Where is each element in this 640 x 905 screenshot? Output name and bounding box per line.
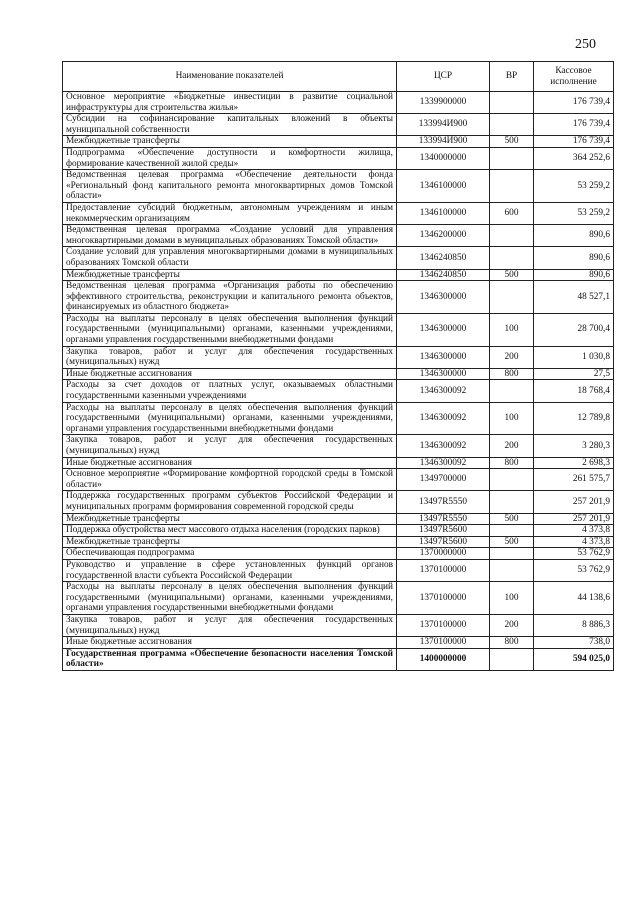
row-name: Межбюджетные трансферты [63,536,397,548]
table-row [63,368,614,380]
row-vr: 800 [490,368,534,380]
row-name: Поддержка государственных программ субъектов Российской Федерации и муниципальных программ формирования современной городской среды [63,491,397,513]
row-vr: 100 [490,402,534,435]
row-name: Создание условий для управления многоквартирными домами в муниципальных образованиях Томской области [63,247,397,269]
row-vr [490,559,534,581]
row-csr: 1346300000 [397,281,490,314]
row-csr: 1346300000 [397,368,490,380]
row-csr: 1370100000 [397,559,490,581]
row-csr: 1346300092 [397,380,490,402]
row-amount: 594 025,0 [534,648,614,670]
row-amount: 27,5 [534,368,614,380]
row-vr: 500 [490,136,534,148]
row-name: Межбюджетные трансферты [63,136,397,148]
table-row [63,457,614,469]
table-row [63,313,614,346]
row-csr: 1346300000 [397,346,490,368]
table-row [63,536,614,548]
row-vr [490,525,534,537]
row-vr: 100 [490,313,534,346]
row-amount: 53 259,2 [534,202,614,224]
row-csr: 13497R5550 [397,513,490,525]
header-amount: Кассовое исполнение [534,62,614,92]
table-row [63,247,614,269]
table-row [63,147,614,169]
row-vr [490,147,534,169]
table-row [63,380,614,402]
row-csr: 1339900000 [397,92,490,114]
row-csr: 1400000000 [397,648,490,670]
row-amount: 53 259,2 [534,170,614,203]
table-row [63,491,614,513]
row-amount: 257 201,9 [534,513,614,525]
row-csr: 13497R5550 [397,491,490,513]
table-row [63,170,614,203]
row-csr: 1346100000 [397,202,490,224]
row-vr: 200 [490,435,534,457]
row-amount: 890,6 [534,247,614,269]
table-body [63,92,614,671]
row-csr: 1370100000 [397,637,490,649]
row-name: Ведомственная целевая программа «Обеспечение деятельности фонда «Региональный фонд капитального ремонта многоквартирных домов Томской области» [63,170,397,203]
table-row [63,136,614,148]
row-name: Ведомственная целевая программа «Создание условий для управления многоквартирными домами в муниципальных образованиях Томской области» [63,225,397,247]
row-vr [490,281,534,314]
row-name: Руководство и управление в сфере установленных функций органов государственной власти субъекта Российской Федерации [63,559,397,581]
row-vr [490,469,534,491]
row-name: Иные бюджетные ассигнования [63,368,397,380]
row-amount: 3 280,3 [534,435,614,457]
row-csr: 1340000000 [397,147,490,169]
row-csr: 1346200000 [397,225,490,247]
row-csr: 1370100000 [397,614,490,636]
row-csr: 1370000000 [397,548,490,560]
row-name: Подпрограмма «Обеспечение доступности и комфортности жилища, формирование качественной жилой среды» [63,147,397,169]
row-name: Ведомственная целевая программа «Организация работы по обеспечению эффективного строительства, реконструкции и капитального ремонта объектов, финансируемых из областного бюджета» [63,281,397,314]
row-name: Расходы на выплаты персоналу в целях обеспечения выполнения функций государственными (муниципальными) органами, казенными учреждениями, органами управления государственными внебюджетными фондами [63,402,397,435]
page-number: 250 [575,37,596,52]
header-vr: ВР [490,62,534,92]
row-vr: 500 [490,269,534,281]
row-amount: 8 886,3 [534,614,614,636]
row-amount: 53 762,9 [534,559,614,581]
row-name: Обеспечивающая подпрограмма [63,548,397,560]
row-amount: 738,0 [534,637,614,649]
row-amount: 44 138,6 [534,582,614,615]
row-vr [490,114,534,136]
table-row [63,435,614,457]
table-row [63,114,614,136]
row-csr: 1346240850 [397,247,490,269]
table-row [63,513,614,525]
row-csr: 1346300092 [397,402,490,435]
row-name: Предоставление субсидий бюджетным, автономным учреждениям и иным некоммерческим организациям [63,202,397,224]
row-csr: 1346300000 [397,313,490,346]
row-name: Расходы на выплаты персоналу в целях обеспечения выполнения функций государственными (муниципальными) органами, казенными учреждениями, органами управления государственными внебюджетными фондами [63,582,397,615]
row-name: Закупка товаров, работ и услуг для обеспечения государственных (муниципальных) нужд [63,346,397,368]
row-csr: 133994И900 [397,136,490,148]
row-name: Основное мероприятие «Бюджетные инвестиции в развитие социальной инфраструктуры для строительства жилья» [63,92,397,114]
row-amount: 2 698,3 [534,457,614,469]
row-vr [490,648,534,670]
row-amount: 4 373,8 [534,536,614,548]
row-vr: 800 [490,457,534,469]
table-row [63,225,614,247]
row-name: Межбюджетные трансферты [63,513,397,525]
row-csr: 133994И900 [397,114,490,136]
row-csr: 13497R5600 [397,525,490,537]
row-amount: 176 739,4 [534,92,614,114]
row-amount: 12 789,8 [534,402,614,435]
row-vr [490,548,534,560]
row-amount: 890,6 [534,269,614,281]
table-row [63,548,614,560]
row-vr [490,92,534,114]
header-csr: ЦСР [397,62,490,92]
row-csr: 13497R5600 [397,536,490,548]
row-amount: 257 201,9 [534,491,614,513]
row-vr [490,491,534,513]
row-csr: 1346100000 [397,170,490,203]
row-name: Закупка товаров, работ и услуг для обеспечения государственных (муниципальных) нужд [63,435,397,457]
table-row [63,281,614,314]
row-name: Поддержка обустройства мест массового отдыха населения (городских парков) [63,525,397,537]
budget-execution-table [62,61,614,671]
row-csr: 1346300092 [397,435,490,457]
row-vr: 100 [490,582,534,615]
row-amount: 53 762,9 [534,548,614,560]
row-name: Государственная программа «Обеспечение безопасности населения Томской области» [63,648,397,670]
table-row [63,582,614,615]
row-amount: 176 739,4 [534,114,614,136]
table-row [63,614,614,636]
row-name: Расходы за счет доходов от платных услуг, оказываемых областными государственными казенными учреждениями [63,380,397,402]
row-amount: 364 252,6 [534,147,614,169]
row-vr [490,170,534,203]
row-name: Межбюджетные трансферты [63,269,397,281]
row-name: Основное мероприятие «Формирование комфортной городской среды в Томской области» [63,469,397,491]
table-row [63,202,614,224]
row-vr: 800 [490,637,534,649]
table-row [63,469,614,491]
row-name: Иные бюджетные ассигнования [63,457,397,469]
row-vr: 500 [490,513,534,525]
row-csr: 1346300092 [397,457,490,469]
table-row [63,92,614,114]
row-amount: 28 700,4 [534,313,614,346]
table-row [63,346,614,368]
row-name: Расходы на выплаты персоналу в целях обеспечения выполнения функций государственными (муниципальными) органами, казенными учреждениями, органами управления государственными внебюджетными фондами [63,313,397,346]
header-name: Наименование показателей [63,62,397,92]
row-amount: 176 739,4 [534,136,614,148]
table-row [63,648,614,670]
table-row [63,402,614,435]
row-amount: 261 575,7 [534,469,614,491]
row-name: Иные бюджетные ассигнования [63,637,397,649]
row-name: Субсидии на софинансирование капитальных вложений в объекты муниципальной собственности [63,114,397,136]
row-amount: 48 527,1 [534,281,614,314]
table-row [63,637,614,649]
table-row [63,269,614,281]
row-vr [490,380,534,402]
row-vr: 600 [490,202,534,224]
row-vr [490,225,534,247]
row-name: Закупка товаров, работ и услуг для обеспечения государственных (муниципальных) нужд [63,614,397,636]
row-amount: 18 768,4 [534,380,614,402]
row-csr: 1346240850 [397,269,490,281]
row-vr: 200 [490,346,534,368]
row-amount: 890,6 [534,225,614,247]
row-amount: 4 373,8 [534,525,614,537]
row-csr: 1349700000 [397,469,490,491]
table-row [63,559,614,581]
row-vr: 500 [490,536,534,548]
table-row [63,525,614,537]
row-vr: 200 [490,614,534,636]
row-amount: 1 030,8 [534,346,614,368]
row-csr: 1370100000 [397,582,490,615]
row-vr [490,247,534,269]
table-header-row [63,62,614,92]
